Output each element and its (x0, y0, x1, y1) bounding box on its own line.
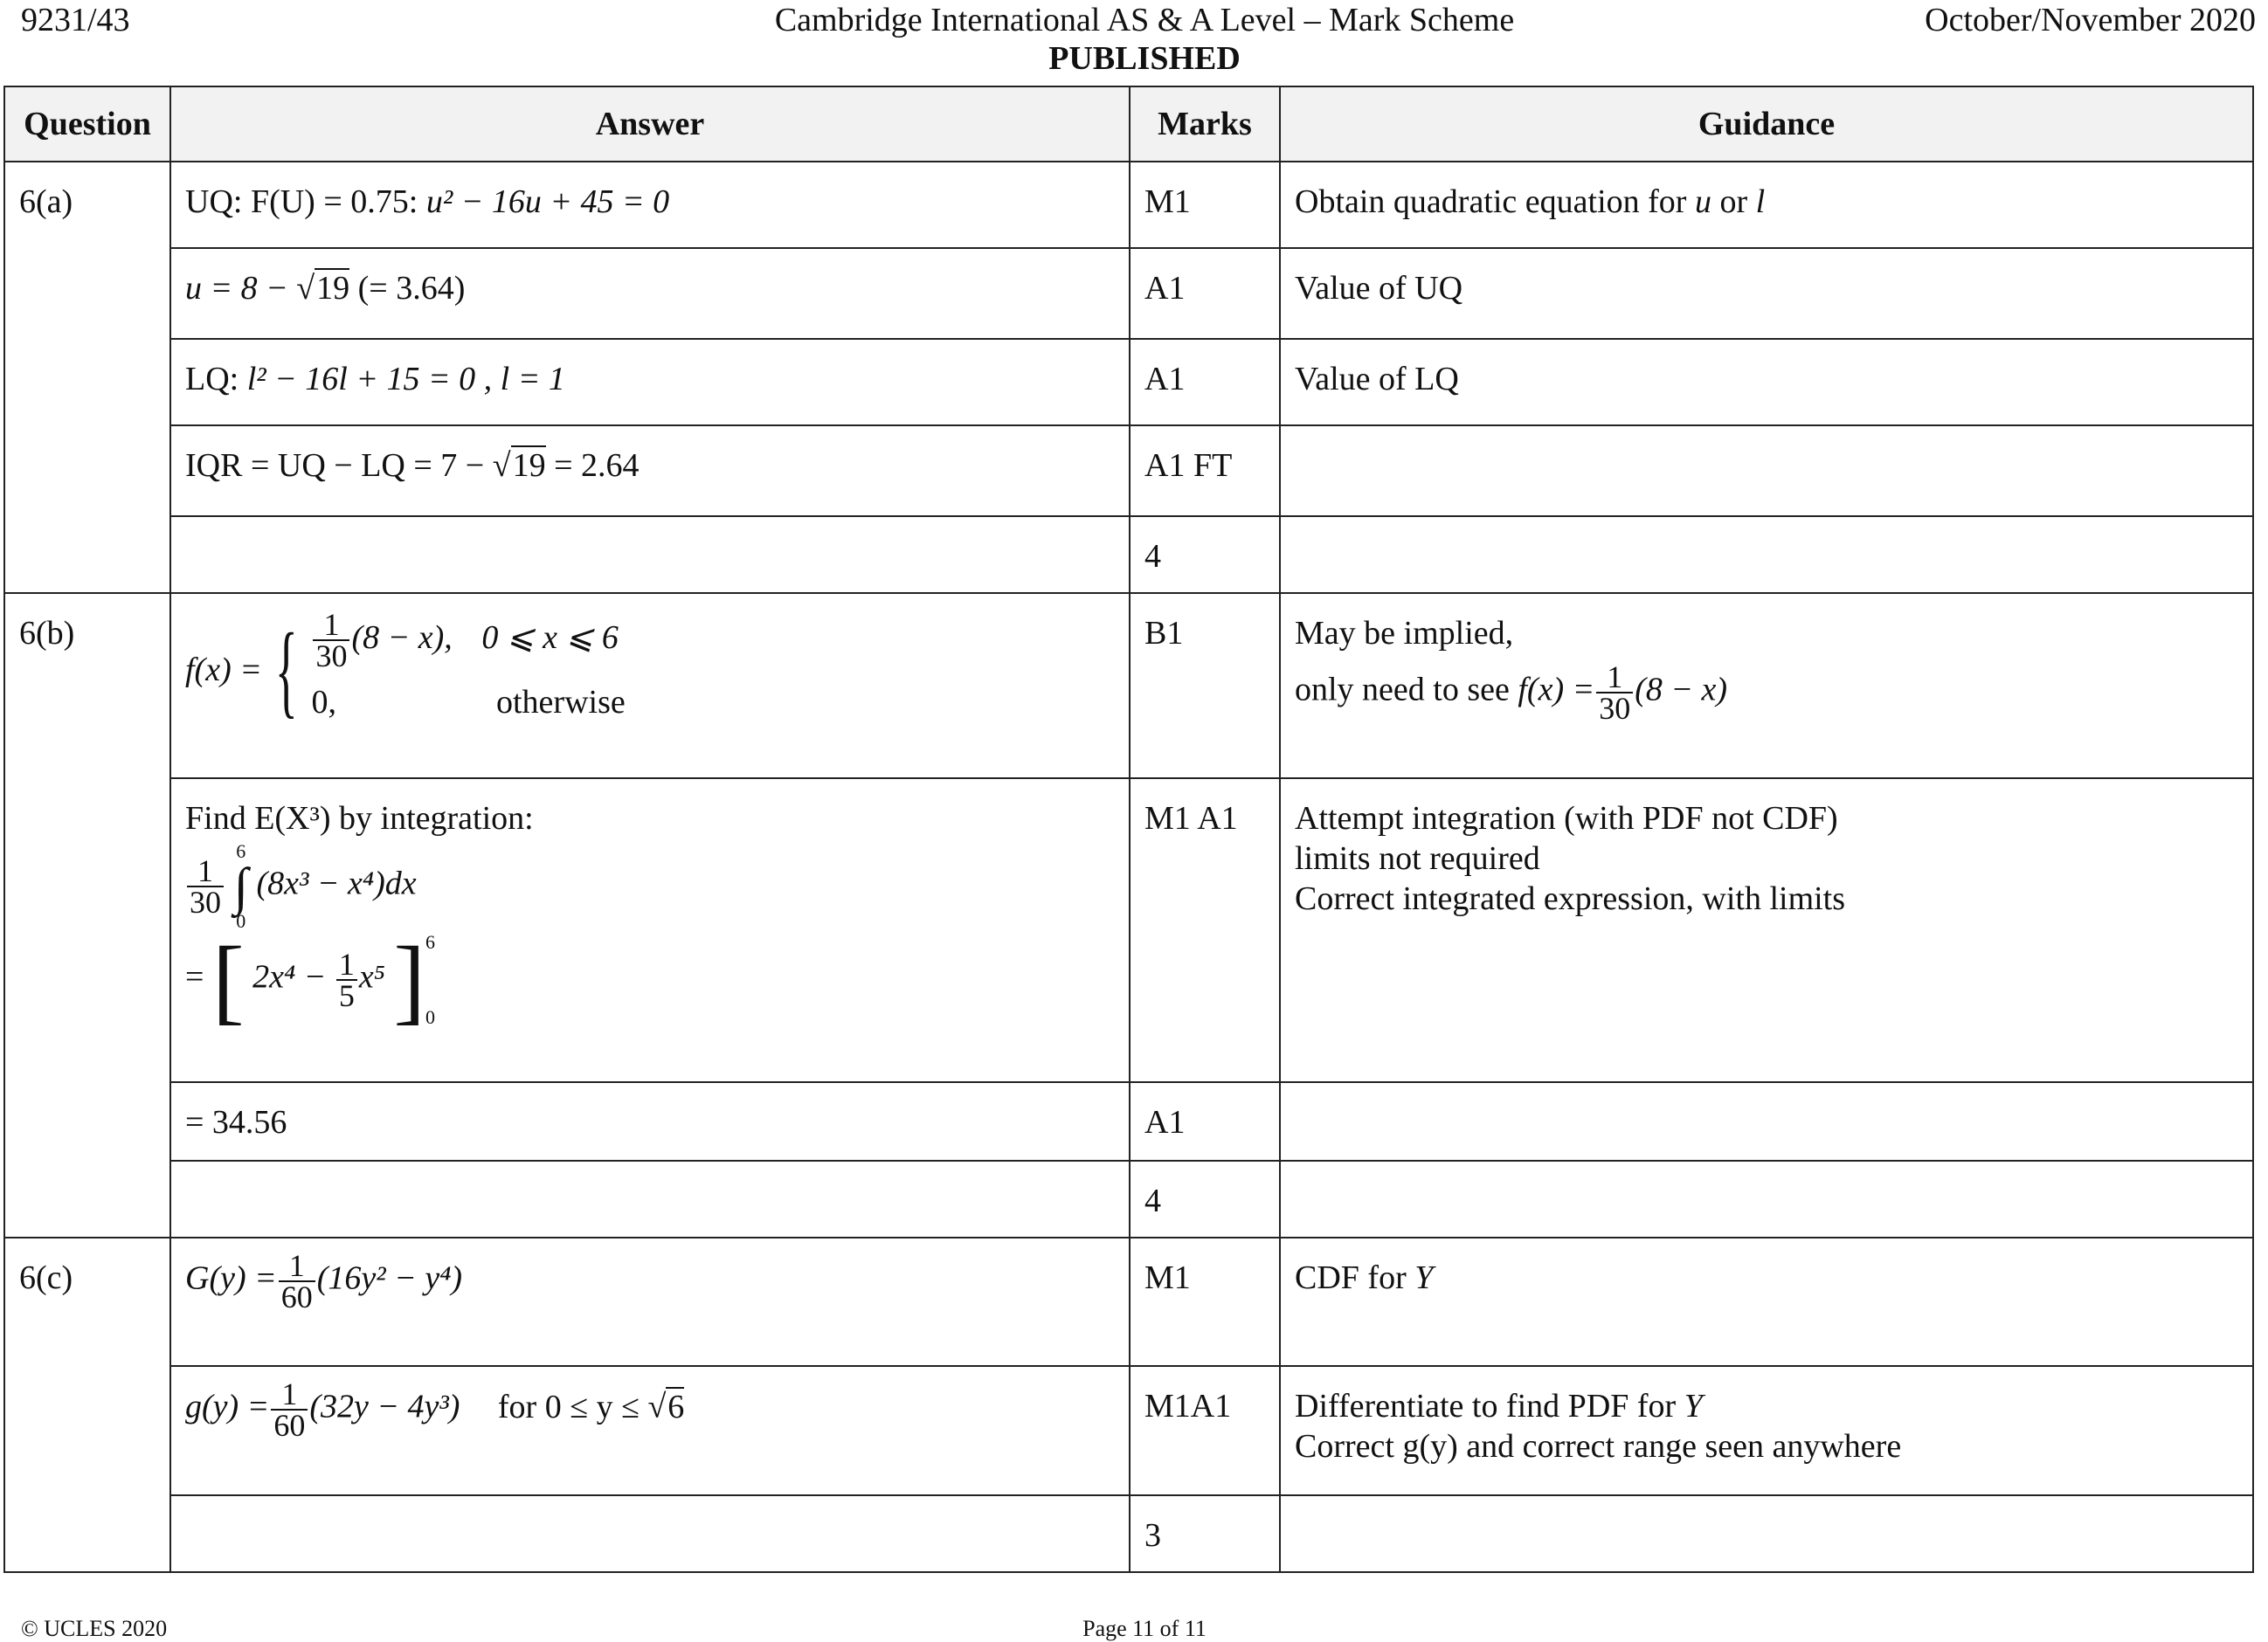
guidance-text: Value of UQ (1295, 270, 1463, 307)
col-header-guidance: Guidance (1280, 86, 2253, 162)
question-label-6b: 6(b) (4, 593, 170, 1238)
guidance-text: only need to see (1295, 671, 1510, 708)
answer-cell (170, 162, 1130, 248)
marks-cell: A1 (1130, 1082, 1280, 1161)
guidance-text: limits not required (1295, 840, 1540, 877)
table-row (4, 248, 2253, 339)
table-row (4, 1238, 2253, 1366)
sqrt-symbol: √ (492, 447, 511, 484)
guidance-text: Attempt integration (with PDF not CDF) (1295, 800, 1838, 837)
page-number: Page 11 of 11 (1082, 1616, 1207, 1641)
guidance-text: Obtain quadratic equation for (1295, 183, 1687, 220)
answer-text: IQR = UQ − LQ = (185, 447, 432, 484)
marks-cell: M1 (1130, 162, 1280, 248)
sqrt-symbol: √ (647, 1388, 667, 1425)
guidance-cell (1280, 425, 2253, 516)
table-row (4, 1082, 2253, 1161)
table-row (4, 425, 2253, 516)
table-row-total (4, 516, 2253, 593)
answer-math: (32y − 4y³) (309, 1388, 460, 1425)
answer-math: x⁵ (358, 958, 385, 996)
table-row (4, 593, 2253, 778)
question-label-6a: 6(a) (4, 162, 170, 593)
answer-text: Find E(X³) by integration: (185, 800, 534, 837)
guidance-var: l (1755, 183, 1766, 220)
answer-cell (170, 593, 1130, 778)
table-row (4, 1366, 2253, 1495)
answer-math: g(y) = (185, 1388, 270, 1425)
guidance-var: Y (1414, 1259, 1434, 1296)
guidance-text: Differentiate to find PDF for (1295, 1388, 1677, 1425)
table-row-total (4, 1495, 2253, 1572)
marks-cell: A1 (1130, 339, 1280, 425)
answer-math: = (185, 958, 204, 996)
left-bracket: [ (211, 927, 245, 1033)
answer-text: otherwise (495, 684, 626, 721)
answer-math: 2x⁴ − (252, 958, 327, 996)
answer-math: for 0 ≤ y ≤ (497, 1388, 640, 1425)
answer-math: 0, (311, 684, 336, 721)
answer-cell (170, 1495, 1130, 1572)
marks-total: 4 (1130, 1161, 1280, 1238)
fraction: $\frac{1}{30}$ (1596, 662, 1633, 723)
answer-cell (170, 778, 1130, 1082)
guidance-cell (1280, 778, 2253, 1082)
answer-math: u = 8 − (185, 270, 288, 307)
guidance-text: Correct g(y) and correct range seen anywhere (1295, 1428, 1902, 1465)
answer-cell (170, 339, 1130, 425)
guidance-math: f(x) = (1518, 671, 1595, 708)
guidance-text: CDF for (1295, 1259, 1407, 1296)
table-row (4, 162, 2253, 248)
guidance-var: u (1694, 183, 1711, 220)
syllabus-code: 9231/43 (21, 2, 130, 38)
guidance-cell (1280, 593, 2253, 778)
guidance-var: Y (1684, 1388, 1703, 1425)
fraction: $\frac{1}{60}$ (279, 1251, 315, 1312)
answer-math: l² − 16l + 15 = 0 , (246, 361, 493, 397)
marks-cell: A1 FT (1130, 425, 1280, 516)
guidance-cell (1280, 1082, 2253, 1161)
answer-text: LQ: (185, 361, 239, 397)
table-row-total (4, 1161, 2253, 1238)
radicand: 19 (316, 270, 350, 307)
fraction: $\frac{1}{60}$ (271, 1379, 308, 1440)
piecewise-cases (311, 606, 625, 734)
copyright: © UCLES 2020 (21, 1616, 168, 1641)
fraction: $\frac{1}{30}$ (187, 856, 224, 917)
left-brace: { (275, 611, 299, 728)
answer-cell (170, 1082, 1130, 1161)
answer-math: 7 − (440, 447, 485, 484)
marks-cell: A1 (1130, 248, 1280, 339)
guidance-cell (1280, 1495, 2253, 1572)
guidance-cell (1280, 1161, 2253, 1238)
col-header-question: Question (4, 86, 170, 162)
answer-math: G(y) = (185, 1259, 277, 1297)
guidance-text: Correct integrated expression, with limits (1295, 880, 1846, 917)
col-header-marks: Marks (1130, 86, 1280, 162)
answer-cell (170, 248, 1130, 339)
answer-math: f(x) = (185, 652, 262, 689)
guidance-cell (1280, 1238, 2253, 1366)
guidance-text: or (1719, 183, 1748, 220)
evaluation-limits: 6 0 (425, 931, 436, 1028)
guidance-cell (1280, 516, 2253, 593)
answer-math: l = 1 (500, 361, 565, 397)
answer-cell (170, 1366, 1130, 1495)
marks-total: 3 (1130, 1495, 1280, 1572)
right-bracket: ] (393, 927, 426, 1033)
guidance-cell (1280, 339, 2253, 425)
guidance-cell (1280, 1366, 2253, 1495)
answer-math: (8x³ − x⁴)dx (256, 865, 417, 902)
fraction: $\frac{1}{5}$ (336, 949, 357, 1011)
answer-text: UQ: F(U) = 0.75: (185, 183, 418, 220)
col-header-answer: Answer (170, 86, 1130, 162)
answer-cell (170, 425, 1130, 516)
published-label: PUBLISHED (1048, 40, 1241, 77)
question-label-6c: 6(c) (4, 1238, 170, 1572)
radicand: 6 (667, 1388, 685, 1425)
answer-math: (8 − x), (351, 619, 453, 656)
mark-scheme-table (3, 86, 2254, 1573)
answer-math: u² − 16u + 45 = 0 (425, 183, 670, 220)
integral-sign: 6 ∫ 0 (233, 840, 248, 932)
answer-cell (170, 1161, 1130, 1238)
exam-session: October/November 2020 (1925, 2, 2256, 38)
marks-cell: M1A1 (1130, 1366, 1280, 1495)
answer-math: (16y² − y⁴) (316, 1259, 463, 1297)
guidance-text: Value of LQ (1295, 361, 1459, 397)
guidance-cell (1280, 162, 2253, 248)
marks-cell: M1 (1130, 1238, 1280, 1366)
radicand: 19 (512, 447, 546, 484)
marks-cell: M1 A1 (1130, 778, 1280, 1082)
table-row (4, 778, 2253, 1082)
answer-math: = 2.64 (554, 447, 640, 484)
answer-math: 0 ⩽ x ⩽ 6 (481, 619, 619, 656)
sqrt-symbol: √ (296, 270, 315, 307)
document-title: Cambridge International AS & A Level – Mark Scheme (774, 2, 1515, 38)
guidance-math: (8 − x) (1635, 671, 1728, 708)
answer-text: (= 3.64) (357, 270, 466, 307)
table-row (4, 339, 2253, 425)
answer-math: = 34.56 (185, 1104, 287, 1141)
marks-cell: B1 (1130, 593, 1280, 778)
guidance-cell (1280, 248, 2253, 339)
answer-cell (170, 516, 1130, 593)
answer-cell (170, 1238, 1130, 1366)
fraction: $\frac{1}{30}$ (313, 610, 349, 671)
guidance-text: May be implied, (1295, 615, 1514, 652)
table-header-row (4, 86, 2253, 162)
marks-total: 4 (1130, 516, 1280, 593)
